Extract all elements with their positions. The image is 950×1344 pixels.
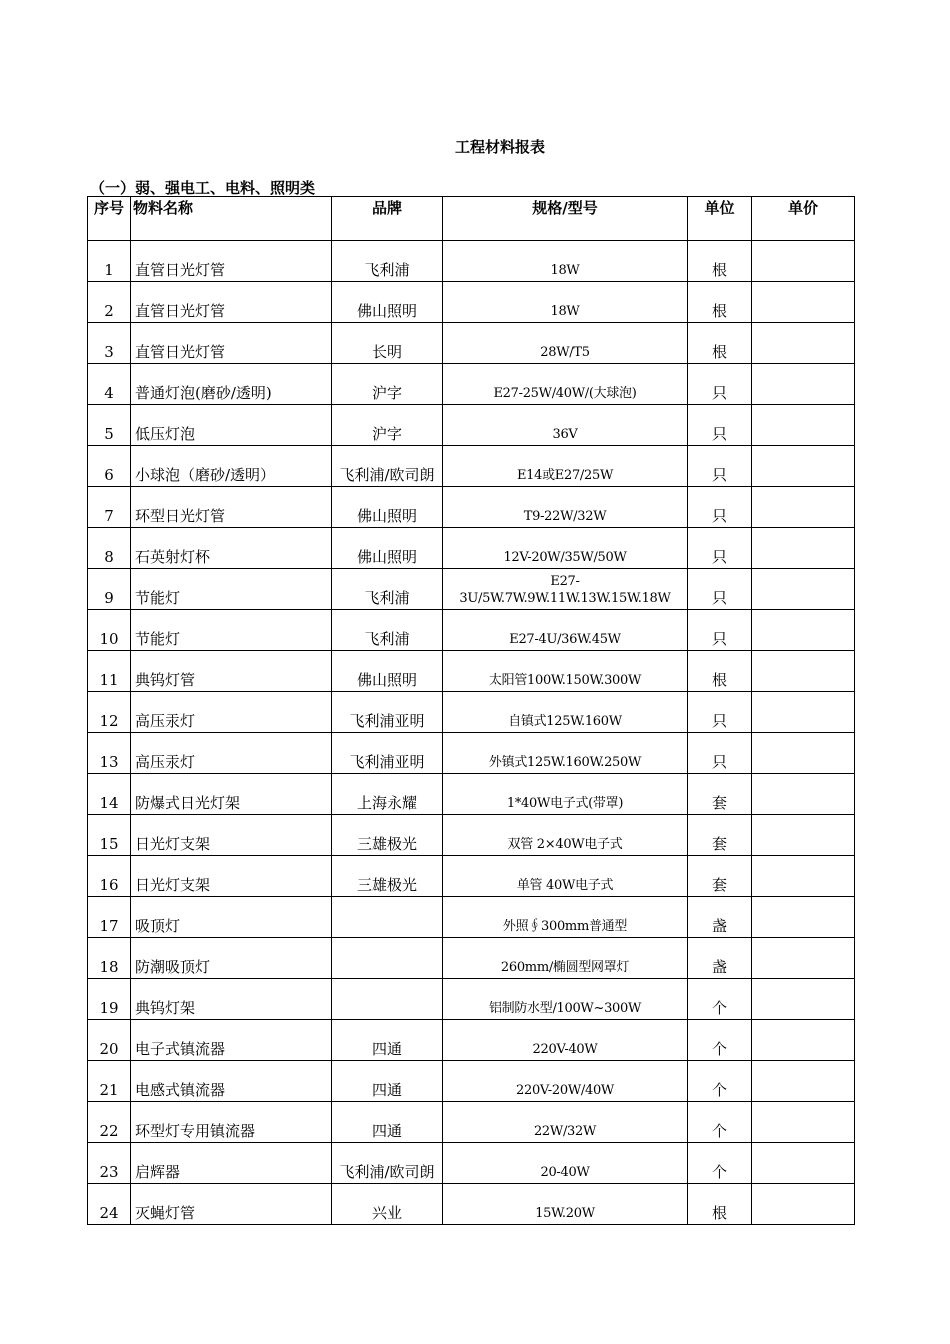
cell-seq: 7: [88, 487, 131, 528]
cell-spec: E27-4U/36W.45W: [443, 610, 688, 651]
cell-brand: 佛山照明: [332, 528, 443, 569]
cell-name: 直管日光灯管: [131, 323, 332, 364]
cell-seq: 10: [88, 610, 131, 651]
table-row: [88, 528, 855, 569]
cell-unit: 个: [688, 1020, 752, 1061]
cell-brand: 四通: [332, 1061, 443, 1102]
table-row: [88, 938, 855, 979]
section-heading: （一）弱、强电工、电料、照明类: [90, 179, 316, 197]
table-row: [88, 1061, 855, 1102]
cell-unit: 个: [688, 1061, 752, 1102]
table-row: [88, 774, 855, 815]
cell-unit: 根: [688, 651, 752, 692]
cell-price: [752, 897, 855, 938]
cell-brand: 飞利浦/欧司朗: [332, 446, 443, 487]
cell-spec: 自镇式125W.160W: [443, 692, 688, 733]
table-row: [88, 569, 855, 610]
cell-unit: 只: [688, 692, 752, 733]
cell-brand: 四通: [332, 1102, 443, 1143]
cell-spec: 外镇式125W.160W.250W: [443, 733, 688, 774]
cell-seq: 23: [88, 1143, 131, 1184]
materials-table: [87, 196, 855, 1225]
cell-seq: 3: [88, 323, 131, 364]
cell-spec: 单管 40W电子式: [443, 856, 688, 897]
cell-name: 防爆式日光灯架: [131, 774, 332, 815]
table-row: [88, 1184, 855, 1225]
cell-spec: 18W: [443, 241, 688, 282]
cell-name: 石英射灯杯: [131, 528, 332, 569]
cell-brand: 佛山照明: [332, 282, 443, 323]
cell-price: [752, 1143, 855, 1184]
cell-name: 电子式镇流器: [131, 1020, 332, 1061]
table-row: [88, 610, 855, 651]
cell-seq: 21: [88, 1061, 131, 1102]
cell-unit: 套: [688, 815, 752, 856]
cell-name: 日光灯支架: [131, 815, 332, 856]
table-row: [88, 405, 855, 446]
cell-price: [752, 1020, 855, 1061]
header-spec: 规格/型号: [443, 197, 688, 241]
cell-name: 电感式镇流器: [131, 1061, 332, 1102]
cell-unit: 根: [688, 241, 752, 282]
cell-unit: 只: [688, 364, 752, 405]
table-row: [88, 856, 855, 897]
cell-spec: 铝制防水型/100W~300W: [443, 979, 688, 1020]
cell-unit: 只: [688, 528, 752, 569]
cell-brand: 飞利浦: [332, 569, 443, 610]
cell-brand: 飞利浦/欧司朗: [332, 1143, 443, 1184]
cell-unit: 根: [688, 323, 752, 364]
table-row: [88, 241, 855, 282]
cell-name: 启辉器: [131, 1143, 332, 1184]
cell-seq: 19: [88, 979, 131, 1020]
cell-brand: 长明: [332, 323, 443, 364]
cell-price: [752, 405, 855, 446]
cell-spec: 22W/32W: [443, 1102, 688, 1143]
cell-seq: 8: [88, 528, 131, 569]
cell-brand: 佛山照明: [332, 487, 443, 528]
cell-seq: 24: [88, 1184, 131, 1225]
cell-price: [752, 938, 855, 979]
cell-brand: 三雄极光: [332, 815, 443, 856]
cell-seq: 6: [88, 446, 131, 487]
cell-name: 日光灯支架: [131, 856, 332, 897]
cell-seq: 13: [88, 733, 131, 774]
cell-seq: 14: [88, 774, 131, 815]
cell-spec: 220V-20W/40W: [443, 1061, 688, 1102]
table-row: [88, 1143, 855, 1184]
cell-seq: 22: [88, 1102, 131, 1143]
cell-seq: 9: [88, 569, 131, 610]
table-row: [88, 1020, 855, 1061]
cell-spec: 260mm/椭圆型网罩灯: [443, 938, 688, 979]
cell-price: [752, 323, 855, 364]
header-name: 物料名称: [131, 197, 332, 241]
cell-seq: 20: [88, 1020, 131, 1061]
cell-seq: 17: [88, 897, 131, 938]
cell-seq: 16: [88, 856, 131, 897]
cell-price: [752, 856, 855, 897]
cell-unit: 根: [688, 1184, 752, 1225]
cell-price: [752, 282, 855, 323]
cell-name: 小球泡（磨砂/透明）: [131, 446, 332, 487]
cell-price: [752, 487, 855, 528]
cell-brand: 飞利浦亚明: [332, 733, 443, 774]
cell-brand: [332, 897, 443, 938]
cell-price: [752, 733, 855, 774]
table-row: [88, 979, 855, 1020]
cell-unit: 套: [688, 774, 752, 815]
cell-seq: 11: [88, 651, 131, 692]
cell-brand: 上海永耀: [332, 774, 443, 815]
cell-price: [752, 774, 855, 815]
cell-unit: 只: [688, 569, 752, 610]
cell-name: 低压灯泡: [131, 405, 332, 446]
table-row: [88, 733, 855, 774]
cell-name: 典钨灯架: [131, 979, 332, 1020]
cell-brand: 飞利浦: [332, 241, 443, 282]
cell-spec: E27-25W/40W/(大球泡): [443, 364, 688, 405]
cell-seq: 18: [88, 938, 131, 979]
cell-unit: 只: [688, 733, 752, 774]
table-row: [88, 897, 855, 938]
cell-unit: 只: [688, 405, 752, 446]
cell-brand: 飞利浦亚明: [332, 692, 443, 733]
cell-unit: 只: [688, 487, 752, 528]
table-row: [88, 446, 855, 487]
cell-brand: 兴业: [332, 1184, 443, 1225]
table-row: [88, 282, 855, 323]
cell-unit: 根: [688, 282, 752, 323]
cell-name: 直管日光灯管: [131, 241, 332, 282]
cell-price: [752, 651, 855, 692]
table-row: [88, 364, 855, 405]
table-row: [88, 815, 855, 856]
cell-brand: 沪字: [332, 405, 443, 446]
cell-unit: 盏: [688, 897, 752, 938]
cell-brand: [332, 979, 443, 1020]
table-row: [88, 692, 855, 733]
cell-name: 防潮吸顶灯: [131, 938, 332, 979]
cell-name: 吸顶灯: [131, 897, 332, 938]
cell-spec: E14或E27/25W: [443, 446, 688, 487]
cell-spec: 28W/T5: [443, 323, 688, 364]
cell-name: 普通灯泡(磨砂/透明): [131, 364, 332, 405]
cell-name: 高压汞灯: [131, 733, 332, 774]
cell-spec: 18W: [443, 282, 688, 323]
header-seq: 序号: [88, 197, 131, 241]
cell-brand: 佛山照明: [332, 651, 443, 692]
table-row: [88, 651, 855, 692]
cell-seq: 4: [88, 364, 131, 405]
cell-name: 环型日光灯管: [131, 487, 332, 528]
cell-price: [752, 569, 855, 610]
cell-seq: 2: [88, 282, 131, 323]
report-title: 工程材料报表: [454, 138, 545, 156]
table-row: [88, 487, 855, 528]
cell-spec: 220V-40W: [443, 1020, 688, 1061]
cell-unit: 套: [688, 856, 752, 897]
cell-seq: 5: [88, 405, 131, 446]
cell-spec: 12V-20W/35W/50W: [443, 528, 688, 569]
cell-price: [752, 610, 855, 651]
cell-seq: 12: [88, 692, 131, 733]
cell-price: [752, 1184, 855, 1225]
cell-unit: 个: [688, 1143, 752, 1184]
cell-spec: 15W.20W: [443, 1184, 688, 1225]
cell-price: [752, 528, 855, 569]
cell-name: 环型灯专用镇流器: [131, 1102, 332, 1143]
cell-price: [752, 979, 855, 1020]
cell-unit: 只: [688, 610, 752, 651]
cell-spec: 太阳管100W.150W.300W: [443, 651, 688, 692]
cell-seq: 15: [88, 815, 131, 856]
cell-spec: E27-3U/5W.7W.9W.11W.13W.15W.18W: [443, 569, 688, 610]
table-row: [88, 323, 855, 364]
cell-spec: 36V: [443, 405, 688, 446]
cell-brand: 飞利浦: [332, 610, 443, 651]
cell-name: 节能灯: [131, 569, 332, 610]
table-header-row: [88, 197, 855, 241]
cell-brand: 沪字: [332, 364, 443, 405]
cell-name: 节能灯: [131, 610, 332, 651]
cell-price: [752, 815, 855, 856]
cell-price: [752, 364, 855, 405]
cell-spec: T9-22W/32W: [443, 487, 688, 528]
header-brand: 品牌: [332, 197, 443, 241]
header-price: 单价: [752, 197, 855, 241]
cell-name: 灭蝇灯管: [131, 1184, 332, 1225]
cell-price: [752, 1102, 855, 1143]
cell-unit: 盏: [688, 938, 752, 979]
cell-seq: 1: [88, 241, 131, 282]
cell-price: [752, 446, 855, 487]
header-unit: 单位: [688, 197, 752, 241]
cell-spec: 1*40W电子式(带罩): [443, 774, 688, 815]
cell-spec: 外照∮300mm普通型: [443, 897, 688, 938]
cell-brand: [332, 938, 443, 979]
cell-unit: 只: [688, 446, 752, 487]
cell-name: 典钨灯管: [131, 651, 332, 692]
cell-name: 高压汞灯: [131, 692, 332, 733]
cell-price: [752, 241, 855, 282]
cell-price: [752, 1061, 855, 1102]
cell-unit: 个: [688, 1102, 752, 1143]
cell-brand: 三雄极光: [332, 856, 443, 897]
cell-spec: 双管 2×40W电子式: [443, 815, 688, 856]
cell-unit: 个: [688, 979, 752, 1020]
cell-name: 直管日光灯管: [131, 282, 332, 323]
cell-price: [752, 692, 855, 733]
cell-spec: 20-40W: [443, 1143, 688, 1184]
table-row: [88, 1102, 855, 1143]
cell-brand: 四通: [332, 1020, 443, 1061]
